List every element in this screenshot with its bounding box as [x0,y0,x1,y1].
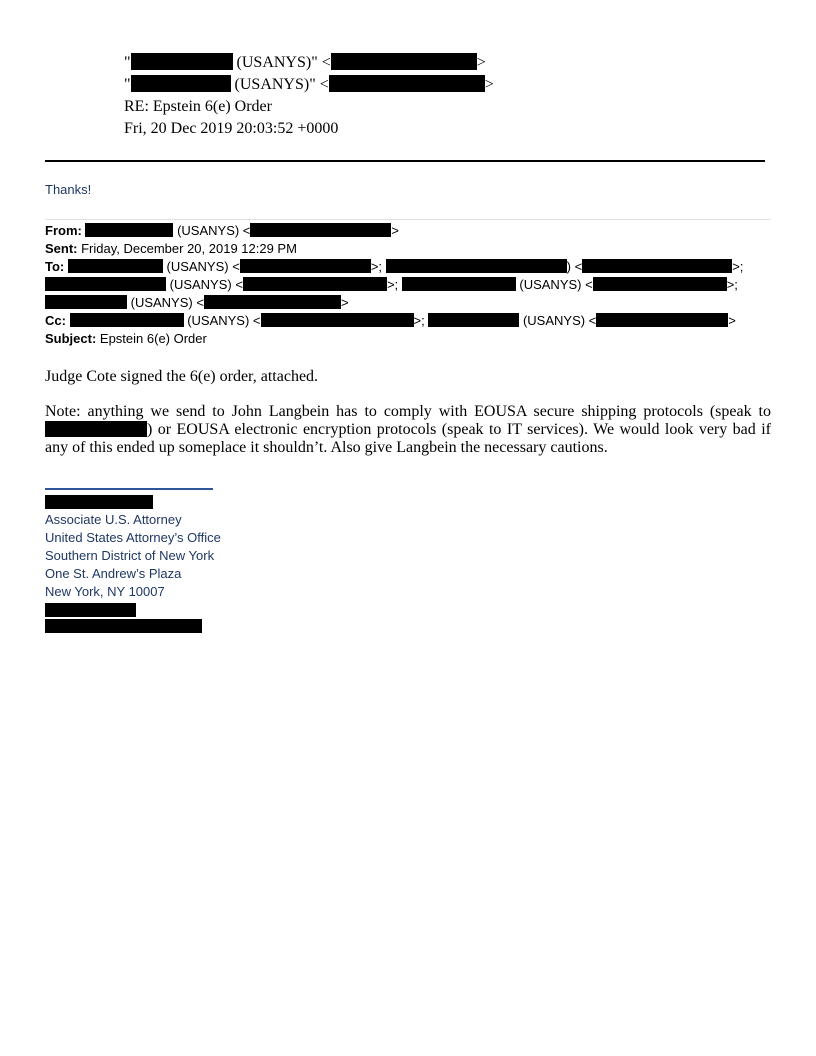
subject-value: RE: Epstein 6(e) Order [124,98,272,115]
redaction-block [428,313,519,327]
header-divider [45,160,765,162]
fwd-subject-label: Subject: [45,331,97,346]
redaction-block [402,277,516,291]
redaction-block [386,259,567,273]
redaction-block [261,313,414,327]
redaction-block [329,75,485,92]
redaction-block [45,421,147,437]
message-body [45,368,771,474]
signature-title: Associate U.S. Attorney [45,512,182,527]
body-paragraph-1: Judge Cote signed the 6(e) order, attached. [45,368,319,385]
fwd-to-label: To: [45,259,65,274]
redaction-block [70,313,184,327]
redaction-block [45,495,153,509]
redaction-block [131,53,233,70]
redaction-block [331,53,477,70]
fwd-to-line-2: (USANYS) < >; (USANYS) < >; [45,276,775,294]
redaction-block [582,259,732,273]
from-value: " (USANYS)" < > [124,54,486,71]
fwd-sent-line [45,240,775,258]
redaction-block [45,277,166,291]
redaction-block [596,313,728,327]
fwd-sent-value: Friday, December 20, 2019 12:29 PM [77,241,297,256]
redaction-block [593,277,727,291]
redaction-block [131,75,231,92]
body-paragraph-2: Note: anything we send to John Langbein has to comply with EOUSA secure shipping protocols (speak to ) or EOUSA electronic encryption protocols (speak to IT services). We would look very bad if any of this ended up someplace it shouldn’t. Also give Langbein the necessary cautions. [45,403,771,456]
fwd-from-line: From: (USANYS) < > [45,223,399,238]
signature-office: United States Attorney’s Office [45,530,221,545]
fwd-subject-line [45,330,775,348]
fwd-to-line-3: (USANYS) < > [45,294,775,312]
date-value: Fri, 20 Dec 2019 20:03:52 +0000 [124,120,339,137]
redaction-block [45,603,136,617]
redaction-block [45,295,127,309]
reply-text: Thanks! [45,182,92,197]
forwarded-header [45,222,775,348]
redaction-block [68,259,163,273]
redaction-block [45,619,202,633]
signature-address-1: One St. Andrew’s Plaza [45,566,182,581]
signature-address-2: New York, NY 10007 [45,584,165,599]
fwd-from-label: From: [45,223,82,238]
fwd-cc-label: Cc: [45,313,66,328]
fwd-cc-line: Cc: (USANYS) < >; (USANYS) < > [45,313,736,328]
signature-rule [45,488,213,490]
redaction-block [85,223,173,237]
fwd-sent-label: Sent: [45,241,78,256]
fwd-subject-value: Epstein 6(e) Order [96,331,207,346]
signature-block [45,478,221,635]
redaction-block [204,295,341,309]
fwd-to-line: To: (USANYS) < >; ) < >; [45,259,744,274]
forward-divider [45,219,771,220]
redaction-block [240,259,371,273]
signature-district: Southern District of New York [45,548,215,563]
to-value: " (USANYS)" < > [124,76,494,93]
redaction-block [250,223,391,237]
redaction-block [243,277,387,291]
